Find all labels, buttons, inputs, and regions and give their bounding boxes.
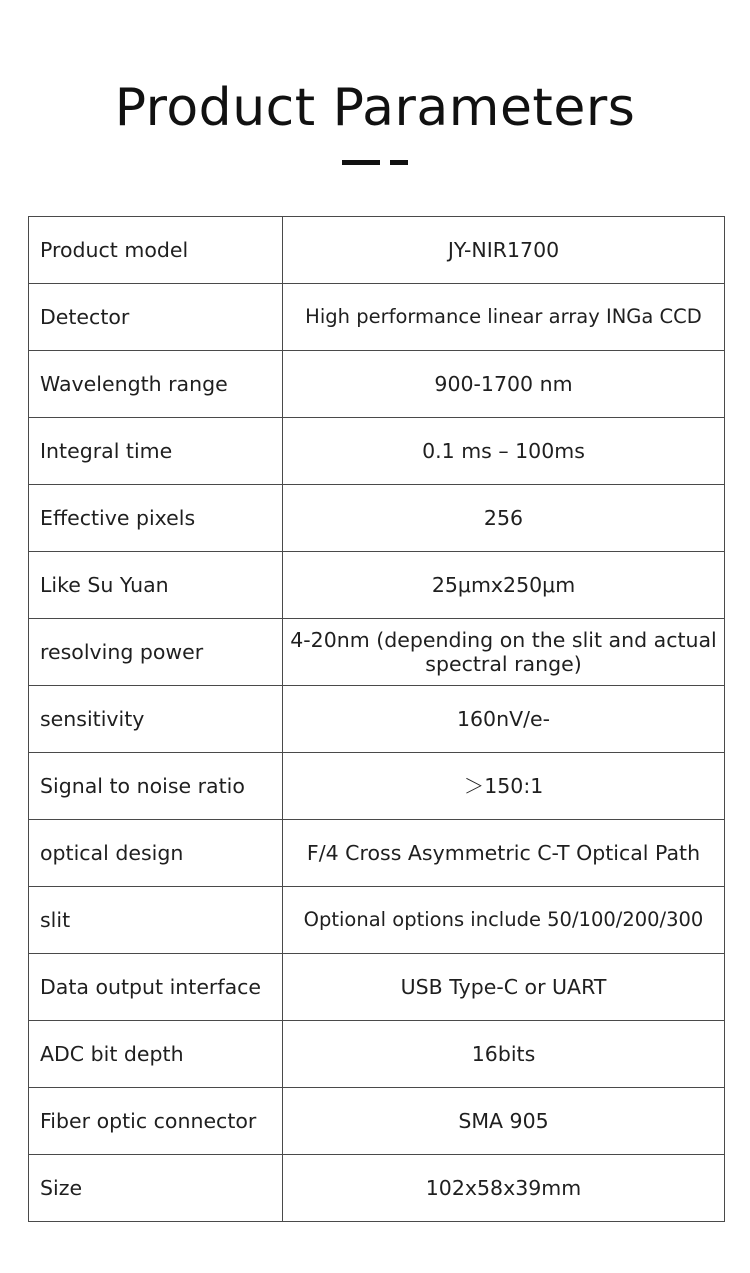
row-label: Size [29, 1155, 283, 1222]
table-row-signal-to-noise [29, 753, 725, 820]
row-label: Product model [29, 217, 283, 284]
row-label: sensitivity [29, 686, 283, 753]
row-value: 900-1700 nm [283, 351, 725, 418]
table-row-effective-pixels [29, 485, 725, 552]
table-row-adc-bit-depth [29, 1021, 725, 1088]
row-value: 256 [283, 485, 725, 552]
table-row-optical-design [29, 820, 725, 887]
row-value: JY-NIR1700 [283, 217, 725, 284]
table-row-slit [29, 887, 725, 954]
table-row-integral-time [29, 418, 725, 485]
table-row-data-output-interface [29, 954, 725, 1021]
row-label: optical design [29, 820, 283, 887]
title-underline-short [390, 160, 408, 165]
row-label: resolving power [29, 619, 283, 686]
row-value: 25μmx250μm [283, 552, 725, 619]
row-label: Detector [29, 284, 283, 351]
row-label: Effective pixels [29, 485, 283, 552]
page-title: Product Parameters [114, 78, 636, 138]
row-label: Like Su Yuan [29, 552, 283, 619]
row-value: 160nV/e- [283, 686, 725, 753]
table-row-wavelength-range [29, 351, 725, 418]
row-value: SMA 905 [283, 1088, 725, 1155]
row-label: Fiber optic connector [29, 1088, 283, 1155]
row-label: ADC bit depth [29, 1021, 283, 1088]
row-value: 16bits [283, 1021, 725, 1088]
table-row-like-su-yuan [29, 552, 725, 619]
row-value: ＞150:1 [283, 753, 725, 820]
parameter-table [28, 216, 725, 1222]
table-row-fiber-optic-connector [29, 1088, 725, 1155]
row-label: Integral time [29, 418, 283, 485]
row-label: slit [29, 887, 283, 954]
title-underline-long [342, 160, 380, 165]
row-value: 102x58x39mm [283, 1155, 725, 1222]
row-label: Wavelength range [29, 351, 283, 418]
row-value: F/4 Cross Asymmetric C-T Optical Path [283, 820, 725, 887]
row-value: USB Type-C or UART [283, 954, 725, 1021]
row-label: Signal to noise ratio [29, 753, 283, 820]
row-value: 4-20nm (depending on the slit and actual spectral range) [283, 619, 725, 686]
table-row-detector [29, 284, 725, 351]
row-label: Data output interface [29, 954, 283, 1021]
row-value: Optional options include 50/100/200/300 [283, 887, 725, 954]
table-row-size [29, 1155, 725, 1222]
row-value: 0.1 ms – 100ms [283, 418, 725, 485]
row-value: High performance linear array INGa CCD [283, 284, 725, 351]
table-row-resolving-power [29, 619, 725, 686]
table-row-product-model [29, 217, 725, 284]
table-row-sensitivity [29, 686, 725, 753]
